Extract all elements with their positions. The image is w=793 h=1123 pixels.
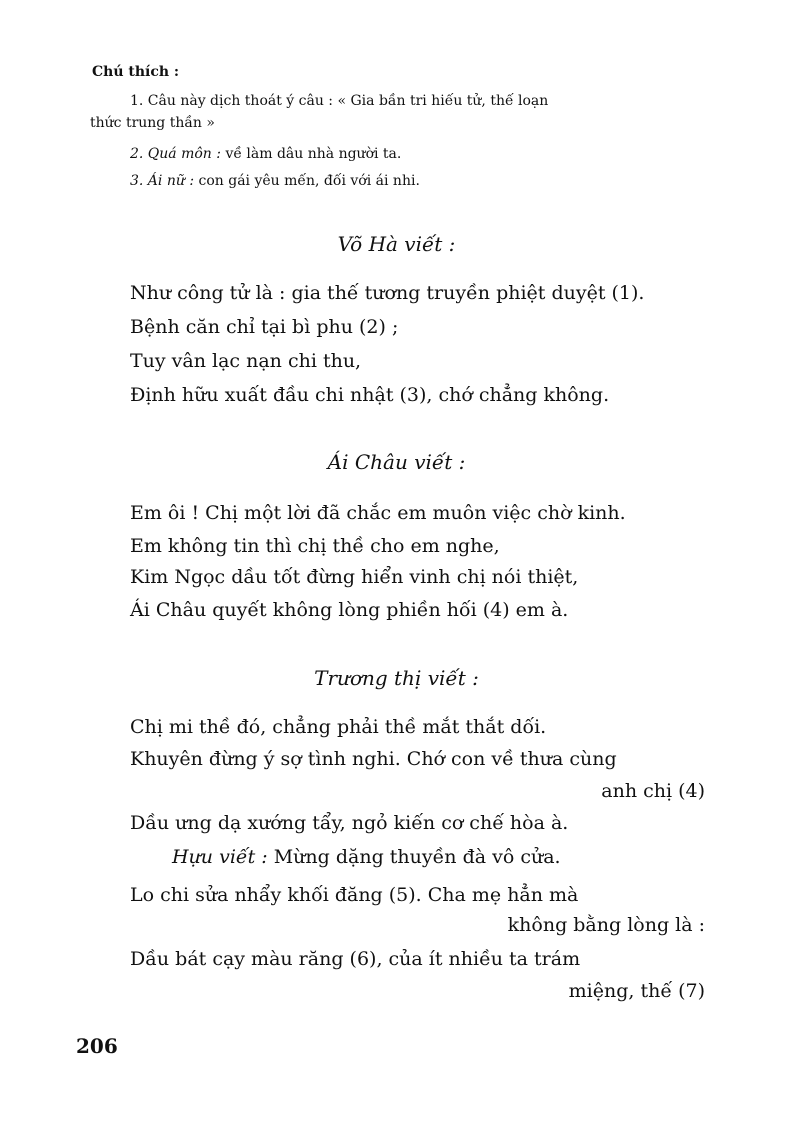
note-2-text: về làm dâu nhà người ta.	[221, 146, 402, 162]
section-2-line-2: Em không tin thì chị thề cho em nghe,	[130, 535, 500, 557]
inline-speaker	[172, 846, 561, 868]
section-1-heading: Võ Hà viết :	[337, 232, 456, 256]
note-1-line-1: 1. Câu này dịch thoát ý câu : « Gia bần tri hiếu tử, thế loạn	[130, 93, 549, 109]
section-2-line-4: Ái Châu quyết không lòng phiền hối (4) em à.	[130, 599, 569, 621]
section-3-line-2: Khuyên đừng ý sợ tình nghi. Chớ con về thưa cùng	[130, 748, 617, 770]
section-3-line-3: Dầu ưng dạ xướng tẩy, ngỏ kiến cơ chế hòa à.	[130, 812, 569, 834]
section-1-line-3: Tuy vân lạc nạn chi thu,	[130, 350, 362, 372]
page-number: 206	[76, 1034, 118, 1058]
section-2-line-1: Em ôi ! Chị một lời đã chắc em muôn việc chờ kinh.	[130, 502, 626, 524]
section-2-heading: Ái Châu viết :	[327, 450, 466, 474]
note-2-label: 2. Quá môn :	[130, 146, 221, 162]
note-1-line-2: thức trung thần »	[90, 115, 215, 131]
inline-speaker-text: Mừng dặng thuyền đà vô cửa.	[267, 846, 561, 868]
section-3-line-4: Lo chi sửa nhẩy khối đăng (5). Cha mẹ hẳn mà	[130, 884, 579, 906]
section-1-line-1: Như công tử là : gia thế tương truyền phiệt duyệt (1).	[130, 282, 645, 304]
section-2-line-3: Kim Ngọc dầu tốt đừng hiển vinh chị nói thiệt,	[130, 566, 579, 588]
notes-title: Chú thích :	[92, 64, 180, 80]
section-3-line-4-cont: không bằng lòng là :	[507, 914, 705, 936]
section-3-line-1: Chị mi thề đó, chẳng phải thề mắt thắt dối.	[130, 716, 547, 738]
section-1-line-2: Bệnh căn chỉ tại bì phu (2) ;	[130, 316, 399, 338]
section-3-line-5-cont: miệng, thế (7)	[568, 980, 705, 1002]
section-1-line-4: Định hữu xuất đầu chi nhật (3), chớ chẳng không.	[130, 384, 610, 406]
note-2	[130, 143, 401, 165]
note-3	[130, 170, 420, 192]
section-3-line-2-cont: anh chị (4)	[601, 780, 705, 802]
section-3-line-5: Dầu bát cạy màu răng (6), của ít nhiều ta trám	[130, 948, 581, 970]
note-3-text: con gái yêu mến, đối với ái nhi.	[194, 173, 420, 189]
note-3-label: 3. Ái nữ :	[130, 173, 195, 189]
inline-speaker-label: Hựu viết :	[172, 846, 268, 868]
section-3-heading: Trương thị viết :	[314, 666, 479, 690]
